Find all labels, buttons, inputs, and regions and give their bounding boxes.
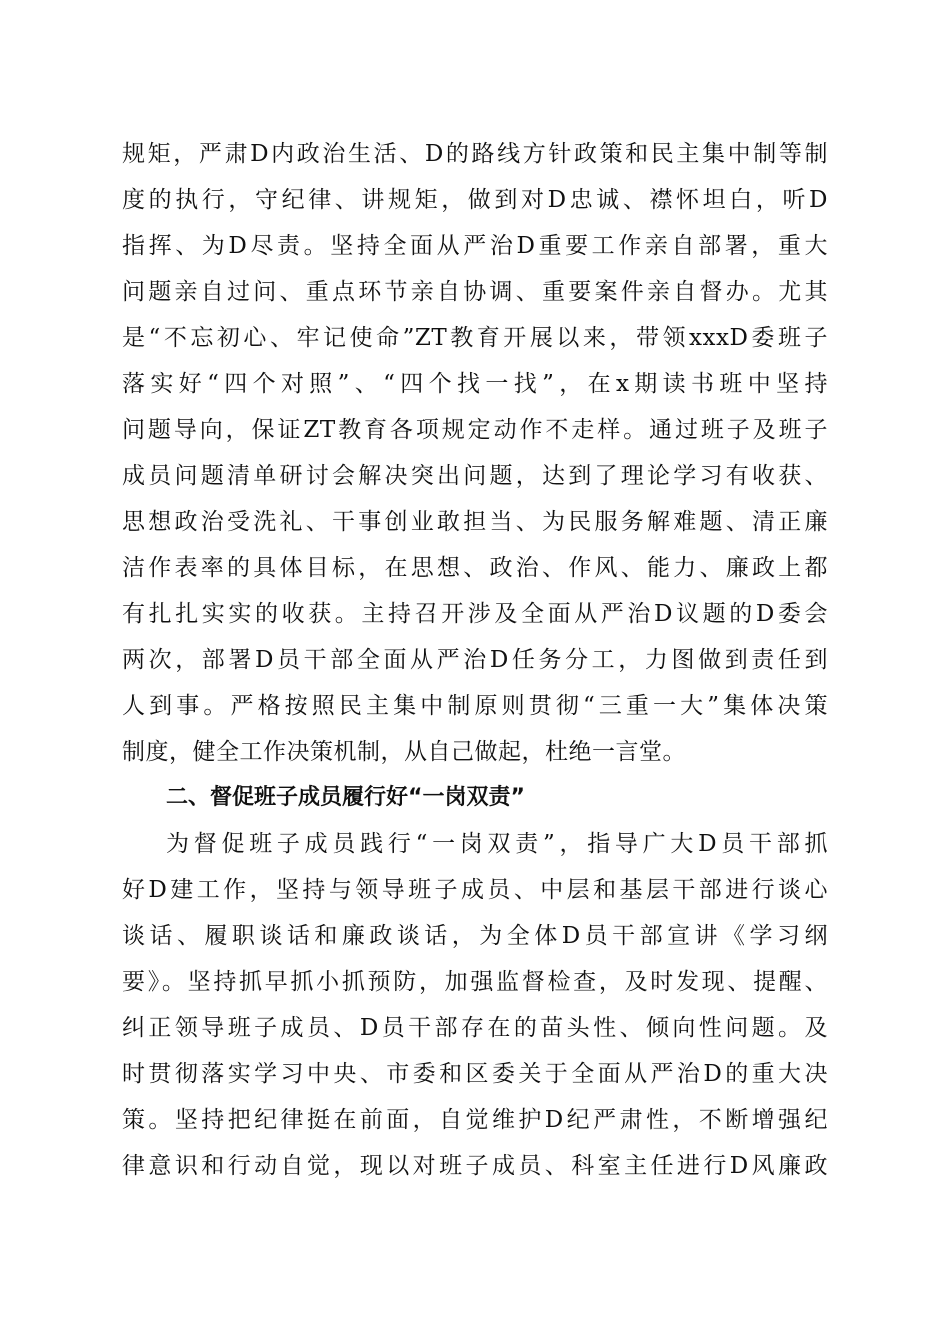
paragraph-1-line-1: 规矩，严肃D内政治生活、D的路线方针政策和民主集中制等制 bbox=[122, 141, 828, 167]
paragraph-1-line-9: 思想政治受洗礼、干事创业敢担当、为民服务解难题、清正廉 bbox=[122, 509, 828, 535]
paragraph-1-line-11: 有扎扎实实的收获。主持召开涉及全面从严治D议题的D委会 bbox=[122, 601, 828, 627]
paragraph-1-line-2: 度的执行，守纪律、讲规矩，做到对D忠诚、襟怀坦白，听D bbox=[122, 187, 828, 213]
paragraph-2-line-5: 纠正领导班子成员、D员干部存在的苗头性、倾向性问题。及 bbox=[122, 1015, 828, 1041]
paragraph-1-line-13: 人到事。严格按照民主集中制原则贯彻“三重一大”集体决策 bbox=[122, 693, 828, 719]
section-heading-2: 二、督促班子成员履行好“一岗双责” bbox=[166, 785, 525, 810]
paragraph-2-line-3: 谈话、履职谈话和廉政谈话，为全体D员干部宣讲《学习纲 bbox=[122, 923, 828, 949]
paragraph-1-line-8: 成员问题清单研讨会解决突出问题，达到了理论学习有收获、 bbox=[122, 463, 828, 489]
paragraph-1-line-6: 落实好“四个对照”、“四个找一找”，在x期读书班中坚持 bbox=[122, 371, 828, 397]
paragraph-1-line-4: 问题亲自过问、重点环节亲自协调、重要案件亲自督办。尤其 bbox=[122, 279, 828, 305]
paragraph-2-line-2: 好D建工作，坚持与领导班子成员、中层和基层干部进行谈心 bbox=[122, 877, 828, 903]
paragraph-1-line-7: 问题导向，保证ZT教育各项规定动作不走样。通过班子及班子 bbox=[122, 417, 828, 443]
paragraph-1-line-12: 两次，部署D员干部全面从严治D任务分工，力图做到责任到 bbox=[122, 647, 828, 673]
paragraph-1-line-14: 制度，健全工作决策机制，从自己做起，杜绝一言堂。 bbox=[122, 739, 686, 765]
paragraph-2-line-8: 律意识和行动自觉，现以对班子成员、科室主任进行D风廉政 bbox=[122, 1153, 828, 1179]
paragraph-2-line-6: 时贯彻落实学习中央、市委和区委关于全面从严治D的重大决 bbox=[122, 1061, 828, 1087]
paragraph-1-line-3: 指挥、为D尽责。坚持全面从严治D重要工作亲自部署，重大 bbox=[122, 233, 828, 259]
paragraph-1-line-5: 是“不忘初心、牢记使命”ZT教育开展以来，带领xxxD委班子 bbox=[122, 325, 828, 351]
paragraph-2-line-1: 为督促班子成员践行“一岗双责”，指导广大D员干部抓 bbox=[166, 831, 828, 857]
paragraph-2-line-4: 要》。坚持抓早抓小抓预防，加强监督检查，及时发现、提醒、 bbox=[122, 969, 828, 995]
paragraph-2-line-7: 策。坚持把纪律挺在前面，自觉维护D纪严肃性，不断增强纪 bbox=[122, 1107, 828, 1133]
paragraph-1-line-10: 洁作表率的具体目标，在思想、政治、作风、能力、廉政上都 bbox=[122, 555, 828, 581]
